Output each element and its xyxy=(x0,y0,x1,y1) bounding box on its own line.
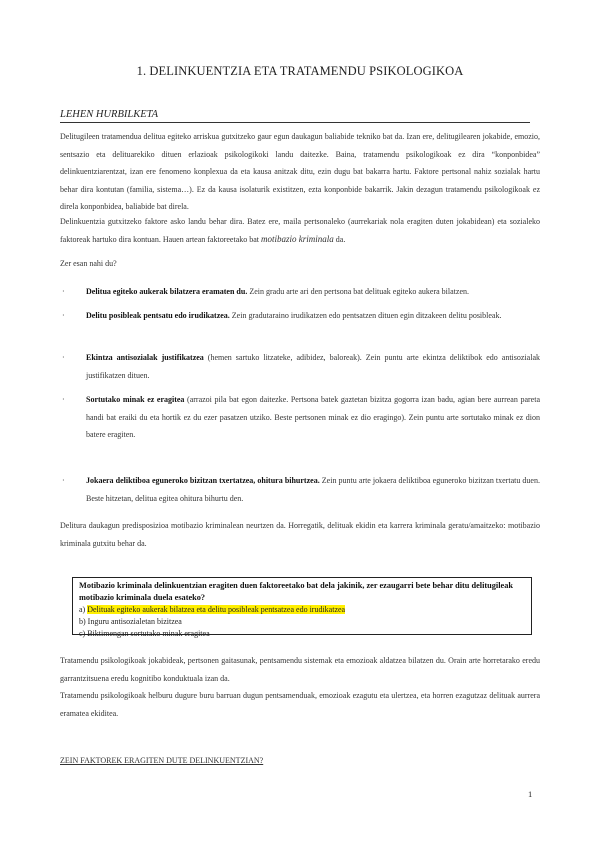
quiz-question: Motibazio kriminala delinkuentzian eragiten duen faktoreetako bat dela jakinik, zer ezaugarri bete behar ditu delitugileak motibazio kriminala duela esateko? xyxy=(79,581,513,602)
list-item xyxy=(62,349,540,384)
italic-term: motibazio kriminala xyxy=(261,233,334,244)
option-prefix: a) xyxy=(79,605,88,614)
paragraph-treatment: Tratamendu psikologikoak jokabideak, pertsonen gaitasunak, pentsamendu sistemak eta emozioak aldatzea bilatzen du. Orain arte horretarako eredu garrantzitsuena eredu kognitibo konduktuala izan da. xyxy=(60,656,540,683)
bullet-marker: · xyxy=(62,353,65,362)
bullet-marker: · xyxy=(62,287,65,296)
quiz-option-b xyxy=(79,616,525,628)
list-item xyxy=(62,472,540,507)
paragraph-factors-text: Delinkuentzia gutxitzeko faktore asko landu behar dira. Batez ere, maila pertsonaleko (aurrekariak nola eragiten duten jokabidean) eta sozialeko faktoreak hartuko dira kontuan. Hauen artean faktoreetako bat xyxy=(60,217,540,244)
paragraph-factors-end: da. xyxy=(333,234,346,244)
paragraph-question: Zer esan nahi du? xyxy=(60,259,117,268)
bullet-term: Jokaera deliktiboa eguneroko bizitzan txertatzea, ohitura bihurtzea. xyxy=(86,476,320,485)
highlighted-answer: Delituak egiteko aukerak bilatzea eta delitu posibleak pentsatzea edo irudikatzea xyxy=(87,605,346,614)
section-heading: LEHEN HURBILKETA xyxy=(60,109,530,123)
quiz-option-c xyxy=(79,628,525,640)
page-title: 1. DELINKUENTZIA ETA TRATAMENDU PSIKOLOGIKOA xyxy=(136,64,464,78)
bullet-term: Ekintza antisozialak justifikatzea xyxy=(86,353,204,362)
bullet-marker: · xyxy=(62,395,65,404)
subheading: ZEIN FAKTOREK ERAGITEN DUTE DELINKUENTZIAN? xyxy=(60,756,264,765)
paragraph-predisposition: Delitura daukagun predisposizioa motibazio kriminalean neurtzen da. Horregatik, delituak ekidin eta karrera kriminala geratu/amaitzeko: motibazio kriminala gutxitu behar da. xyxy=(60,521,540,548)
bullet-text: Zein puntu arte jokaera deliktiboa eguneroko bizitzan txertatu duen. Beste hitzetan, delitua egitea ohitura bihurtu den. xyxy=(86,476,540,503)
list-item xyxy=(62,283,540,301)
bullet-marker: · xyxy=(62,311,65,320)
quiz-option-a xyxy=(79,604,525,616)
bullet-text: (hemen sartuko litzateke, adibidez, baloreak). Zein puntu arte ekintza deliktibok edo antisozialak justifikatzen dituen. xyxy=(86,353,540,380)
bullet-text: (arrazoi pila bat egon daitezke. Pertsona batek gaztetan bizitza gogorra izan badu, agian bere aurrean pareta handi bat eraiki du eta hortik ez du ezer pasatzen utziko. Beste pertsonen minak ez dio eragingo). Zein puntu arte sortutako minak ez dion batere eragiten. xyxy=(86,395,540,439)
option-text: Biktimengan sortutako minak eragitea xyxy=(87,629,210,638)
option-prefix: c) xyxy=(79,629,88,638)
paragraph-factors xyxy=(60,213,540,248)
bullet-marker: · xyxy=(62,476,65,485)
bullet-term: Delitua egiteko aukerak bilatzera eramaten du. xyxy=(86,287,248,296)
list-item xyxy=(62,391,540,444)
page-number: 1 xyxy=(528,789,533,799)
quiz-box xyxy=(72,577,532,638)
bullet-term: Delitu posibleak pentsatu edo irudikatzea. xyxy=(86,311,230,320)
paragraph-intro: Delitugileen tratamendua delitua egiteko arriskua gutxitzeko gaur egun daukagun baliabide tekniko bat da. Izan ere, delitugilearen jokabide, emozio, sentsazio eta delituarekiko dituen erlazioak psikologikoki landu daitezke. Baina, tratamendu psikologikoak ez dira “konponbidea” delinkuentziarentzat, izan ere fenomeno konplexua da eta kausa anitzak ditu, ezin dugu bat bakarra hartu. Faktore pertsonal nahiz sozialak hartu behar dira kontutan (familia, sistema…). Ez da kausa isolaturik existitzen, ezta konponbide bakarrik. Jakin dezagun tratamendu psikologikoak ez direla konponbidea, baliabide bat direla. xyxy=(60,132,540,211)
paragraph-goal: Tratamendu psikologikoak helburu dugure buru barruan dugun pentsamenduak, emozioak ezagutu eta ulertzea, eta horren ezagutzaz delituak aurrera eramatea ekiditea. xyxy=(60,691,540,718)
option-prefix: b) xyxy=(79,617,88,626)
bullet-text: Zein gradu arte ari den pertsona bat delituak egiteko aukera bilatzen. xyxy=(247,287,469,296)
bullet-text: Zein gradutaraino irudikatzen edo pentsatzen dituen egin ditzakeen delitu posibleak. xyxy=(229,311,502,320)
list-item xyxy=(62,307,540,325)
bullet-term: Sortutako minak ez eragitea xyxy=(86,395,185,404)
option-text: Inguru antisozialetan bizitzea xyxy=(87,617,182,626)
